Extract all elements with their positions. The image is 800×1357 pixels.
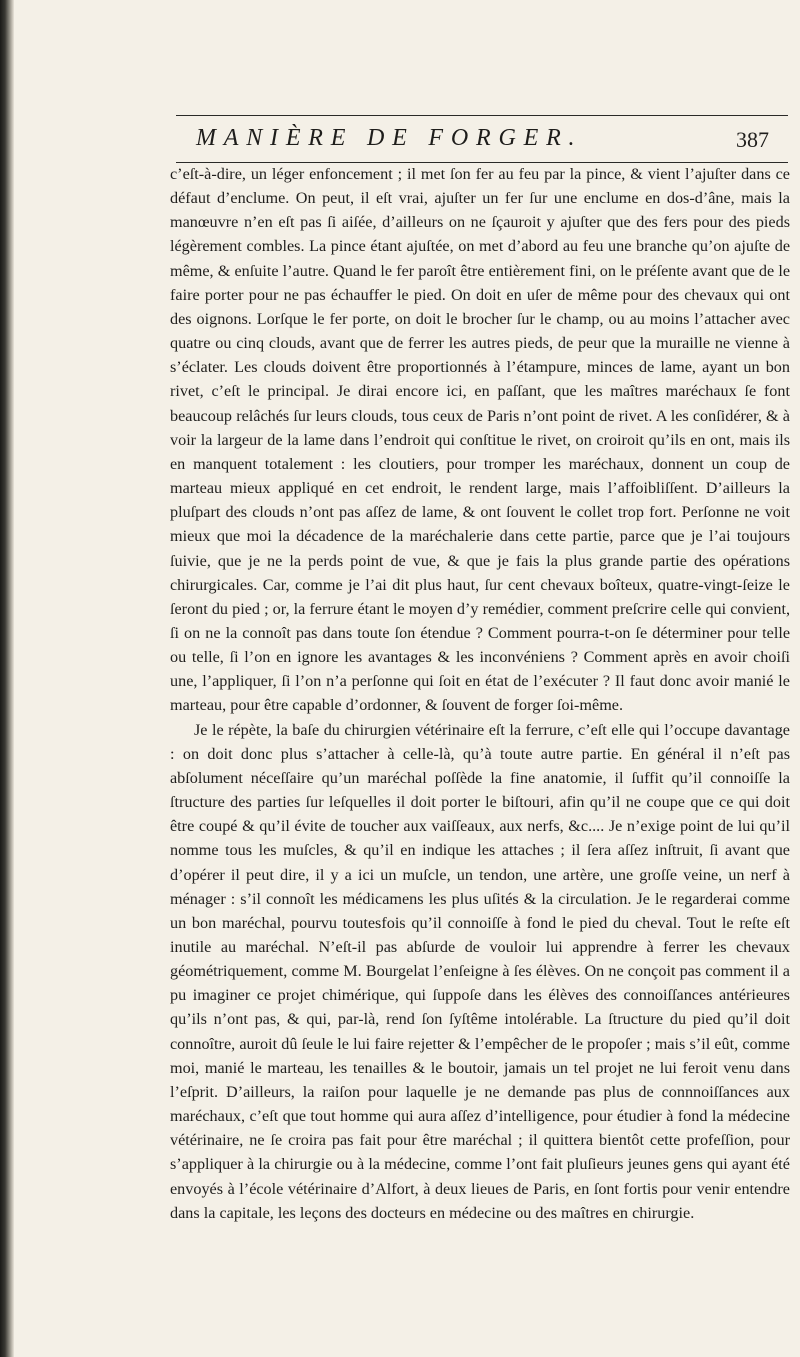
running-head: MANIÈRE DE FORGER. bbox=[196, 125, 583, 151]
paragraph-2: Je le répète, la baſe du chirurgien vétérinaire eſt la ferrure, c’eſt elle qui l’occupe davantage : on doit donc plus s’attacher à celle-là, qu’à toute autre partie. En général il n’eſt pas abſolument néceſſaire qu’un maréchal poſſède la fine anatomie, il ſuffit qu’il connoiſſe la ſtructure des parties ſur leſquelles il doit porter le biſtouri, afin qu’il ne coupe que ce qui doit être coupé & qu’il évite de toucher aux vaiſſeaux, aux nerfs, &c.... Je n’exige point de lui qu’il nomme tous les muſcles, & qu’il en indique les attaches ; il ſera aſſez inſtruit, ſi avant que d’opérer il peut dire, il y a ici un muſcle, un tendon, une artère, une groſſe veine, un nerf à ménager : s’il connoît les médicamens les plus uſités & la circulation. Je le regarderai comme un bon maréchal, pourvu toutesfois qu’il connoiſſe à fond le pied du cheval. Tout le reſte eſt inutile au maréchal. N’eſt-il pas abſurde de vouloir lui apprendre à ferrer les chevaux géométriquement, comme M. Bourgelat l’enſeigne à ſes élèves. On ne conçoit pas comment il a pu imaginer ce projet chimérique, qui ſuppoſe dans les élèves des connoiſſances antérieures qu’ils n’ont pas, & qui, par-là, rend ſon ſyſtême intolérable. La ſtructure du pied qu’il doit connoître, auroit dû ſeule le lui faire rejetter & l’empêcher de le propoſer ; mais s’il eût, comme moi, manié le marteau, les tenailles & le boutoir, jamais un tel projet ne lui feroit venu dans l’eſprit. D’ailleurs, la raiſon pour laquelle je ne demande pas plus de connnoiſſances aux maréchaux, c’eſt que tout homme qui aura aſſez d’intelligence, pour étudier à fond la médecine vétérinaire, ne ſe croira pas fait pour être maréchal ; il quittera bientôt cette profeſſion, pour s’appliquer à la chirurgie ou à la médecine, comme l’ont fait pluſieurs jeunes gens qui ayant été envoyés à l’école vétérinaire d’Alfort, à deux lieues de Paris, en ſont fortis pour venir entendre dans la capitale, les leçons des docteurs en médecine ou des maîtres en chirurgie. bbox=[170, 720, 790, 1222]
page-number: 387 bbox=[736, 127, 769, 152]
top-rule bbox=[176, 115, 788, 116]
binding-gutter bbox=[0, 0, 14, 1357]
paragraph-1: c’eſt-à-dire, un léger enfoncement ; il met ſon fer au feu par la pince, & vient l’ajuſter dans ce défaut d’enclume. On peut, il eſt vrai, ajuſter un fer ſur une enclume en dos-d’âne, mais la manœuvre n’en eſt pas ſi aiſée, d’ailleurs on ne ſçauroit y ajuſter que des fers pour des pieds légèrement combles. La pince étant ajuſtée, on met d’abord au feu une branche qu’on ajuſte de même, & enſuite l’autre. Quand le fer paroît être entièrement fini, on le préſente avant que de le faire porter pour ne pas échauffer le pied. On doit en uſer de même pour des chevaux qui ont des oignons. Lorſque le fer porte, on doit le brocher ſur le champ, ou au moins l’attacher avec quatre ou cinq clouds, avant que de ferrer les autres pieds, de peur que la muraille ne vienne à s’éclater. Les clouds doivent être proportionnés à l’étampure, minces de lame, ayant un bon rivet, c’eſt le principal. Je dirai encore ici, en paſſant, que les maîtres maréchaux ſe font beaucoup relâchés ſur leurs clouds, tous ceux de Paris n’ont point de rivet. A les conſidérer, & à voir la largeur de la lame dans l’endroit qui conſtitue le rivet, on croiroit qu’ils en ont, mais ils en manquent totalement : les cloutiers, pour tromper les maréchaux, donnent un coup de marteau mieux appliqué en cet endroit, le rendent large, mais l’affoibliſſent. D’ailleurs la pluſpart des clouds n’ont pas aſſez de lame, & ont ſouvent le collet trop fort. Perſonne ne voit mieux que moi la décadence de la maréchalerie dans cette partie, parce que je l’ai toujours ſuivie, que je ne la perds point de vue, & que je fais la plus grande partie des opérations chirurgicales. Car, comme je l’ai dit plus haut, ſur cent chevaux boîteux, quatre-vingt-ſeize le ſeront du pied ; or, la ferrure étant le moyen d’y remédier, comment preſcrire celle qui convient, ſi on ne la connoît pas dans toute ſon étendue ? Comment pourra-t-on ſe déterminer pour telle ou telle, ſi l’on en ignore les avantages & les inconvéniens ? Comment après en avoir choiſi une, l’appliquer, ſi l’on n’a perſonne qui ſoit en état de l’exécuter ? Il faut donc avoir manié le marteau, pour être capable d’ordonner, & ſouvent de forger ſoi-même. bbox=[170, 165, 790, 715]
body-text bbox=[170, 162, 790, 1225]
